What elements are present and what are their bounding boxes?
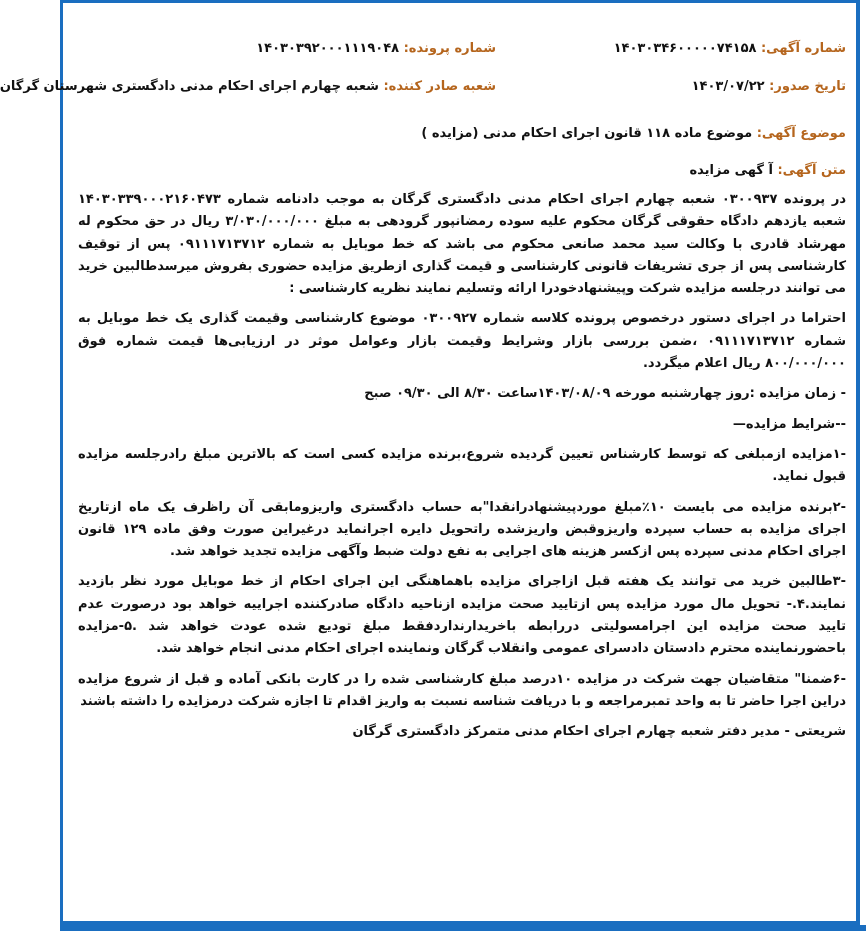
issue-date: [692, 79, 846, 94]
ad-number-value: ۱۴۰۳۰۳۴۶۰۰۰۰۰۷۴۱۵۸: [613, 41, 757, 56]
ad-subject-label: موضوع آگهی:: [756, 126, 846, 141]
issue-date-label: تاریخ صدور:: [769, 79, 846, 94]
issuer: [0, 79, 496, 94]
ad-body-label: متن آگهی:: [777, 163, 846, 178]
ad-number-label: شماره آگهی:: [760, 41, 846, 56]
paragraph: -۱مزایده ازمبلغی که توسط کارشناس تعیین گردیده شروع،برنده مزایده کسی است که بالاترین مبلغ رادرجلسه مزایده قبول نماید.: [78, 446, 846, 485]
paragraph: --شرایط مزایده—: [732, 416, 846, 432]
case-number-value: ۱۴۰۳۰۳۹۲۰۰۰۱۱۱۹۰۴۸: [256, 41, 400, 56]
ad-body-title: [689, 163, 846, 178]
ad-body-text: [78, 189, 846, 752]
ad-subject-value: موضوع ماده ۱۱۸ قانون اجرای احکام مدنی (مزایده ): [421, 126, 753, 141]
paragraph: - زمان مزایده :روز چهارشنبه مورخه ۱۴۰۳/۰۸/۰۹ساعت ۸/۳۰ الی ۰۹/۳۰ صبح: [364, 386, 846, 402]
case-number: [256, 41, 496, 56]
ad-body-title-value: آ گهی مزایده: [689, 163, 773, 178]
case-number-label: شماره پرونده:: [403, 41, 496, 56]
issue-date-value: ۱۴۰۳/۰۷/۲۲: [691, 79, 765, 94]
paragraph: -۳طالبین خرید می توانند یک هفته قبل ازاجرای مزایده باهماهنگی این اجرای احکام از خط موبایل مورد نظر بازدید نمایند.۴.- تحویل مال مورد مزایده پس ازتایید صحت مزایده ازناحیه دادگاه صادرکننده اجراییه خواهد بود درصورت عدم تایید صحت مزایده این اجرامسولیتی دررابطه باخریدارنداردفقط مبلغ تودیع شده عودت خواهد شد .۵-مزایده باحضورنماینده محترم دادستان دادسرای عمومی وانقلاب گرگان ونماینده اجرای احکام مدنی انجام خواهد شد.: [78, 574, 846, 657]
ad-number: [614, 41, 846, 56]
signature-line: شریعتی - مدیر دفتر شعبه چهارم اجرای احکام مدنی متمرکز دادگستری گرگان: [352, 724, 846, 740]
paragraph: -۶ضمنا" متقاضیان جهت شرکت در مزایده ۱۰درصد مبلغ کارشناسی شده را در کارت بانکی آماده و قبل از شروع مزایده دراین اجرا حاضر تا به واحد تمبرمراجعه و با دریافت شناسه نسبت به واریز اقدام تا اجازه شرکت درمزایده را داشته باشند: [78, 671, 846, 709]
window-bottom-bar: [60, 925, 866, 931]
ad-subject: [421, 126, 846, 141]
paragraph: در پرونده ۰۳۰۰۹۳۷ شعبه چهارم اجرای احکام مدنی دادگستری گرگان به موجب دادنامه شماره ۱۴۰۳۰۳۳۹۰۰۰۲۱۶۰۴۷۳ شعبه یازدهم دادگاه حقوقی گرگان محکوم علیه سوده رمضانپور گرودهی به مبلغ ۳/۰۳۰/۰۰۰/۰۰۰ ریال در حق محکوم له مهرشاد قادری با وکالت سید محمد صانعی محکوم می باشد که خط موبایل به شماره ۰۹۱۱۱۷۱۳۷۱۲ پس از توقیف کارشناسی پس از جری تشریفات قانونی کارشناسی و قیمت گذاری ازطریق مزایده حضوری بفروش میرسدطالبین خرید می توانند درجلسه مزایده شرکت وپیشنهادخودرا ارائه وتسلیم نمایند نظریه کارشناسی :: [78, 192, 847, 297]
paragraph: احتراما در اجرای دستور درخصوص پرونده کلاسه شماره ۰۳۰۰۹۲۷ موضوع کارشناسی وقیمت گذاری یک خط موبایل به شماره ۰۹۱۱۱۷۱۳۷۱۲ ،ضمن بررسی بازار وشرایط وقیمت بازار وعوامل موثر در ارزیابی‌ها قیمت شماره فوق ۸۰۰/۰۰۰/۰۰۰ ریال اعلام میگردد.: [78, 311, 846, 372]
issuer-value: شعبه چهارم اجرای احکام مدنی دادگستری شهرستان گرگان: [0, 79, 379, 94]
issuer-label: شعبه صادر کننده:: [383, 79, 496, 94]
paragraph: -۲برنده مزایده می بایست ۱۰٪مبلغ موردپیشنهادرانقدا"به حساب دادگستری واریزومابقی آن راظرف یک ماه ازتاریخ اجرای مزایده به حساب سپرده واریزوقبض واریزشده راتحویل دایره اجرانماید درغیراین صورت وفق ماده ۱۲۹ قانون اجرای احکام مدنی سپرده پس ازکسر هزینه های اجرایی به نفع دولت ضبط وآگهی مزایده تجدید خواهد شد.: [78, 499, 847, 560]
